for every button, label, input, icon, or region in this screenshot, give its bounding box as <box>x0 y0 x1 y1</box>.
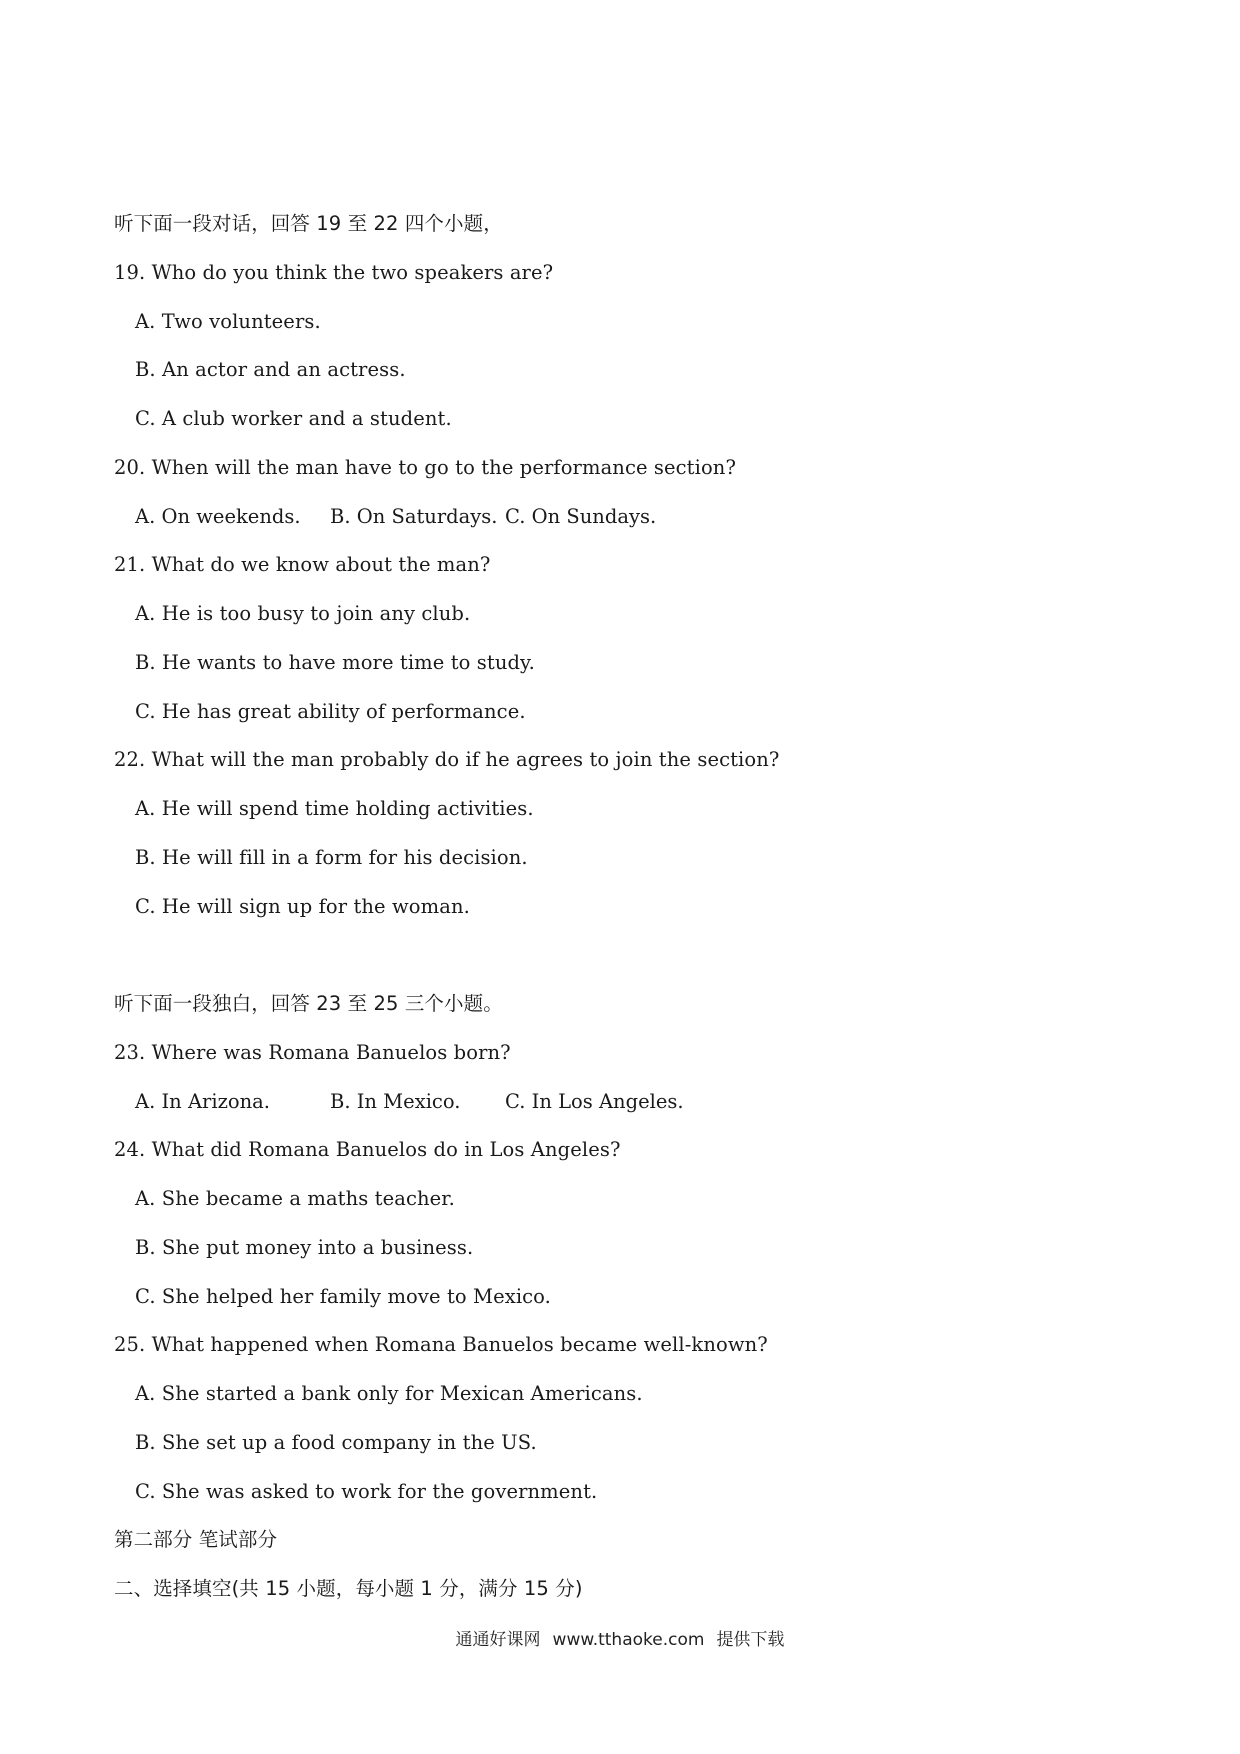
option-24c: C. She helped her family move to Mexico. <box>135 1285 551 1308</box>
option-25c: C. She was asked to work for the government. <box>135 1480 598 1503</box>
footer-url[interactable]: www.tthaoke.com <box>552 1630 705 1650</box>
part-two-title: 第二部分 笔试部分 <box>114 1528 278 1551</box>
option-20b: B. On Saturdays. <box>330 505 498 528</box>
question-23: 23. Where was Romana Banuelos born? <box>114 1041 511 1064</box>
option-21c: C. He has great ability of performance. <box>135 700 526 723</box>
question-21: 21. What do we know about the man? <box>114 553 491 576</box>
option-19a: A. Two volunteers. <box>135 310 321 333</box>
option-19b: B. An actor and an actress. <box>135 358 406 381</box>
section-instruction-monologue: 听下面一段独白，回答 23 至 25 三个小题。 <box>114 992 503 1015</box>
footer <box>0 1628 1240 1652</box>
option-24b: B. She put money into a business. <box>135 1236 474 1259</box>
option-19c: C. A club worker and a student. <box>135 407 452 430</box>
section-instruction-dialogue: 听下面一段对话，回答 19 至 22 四个小题， <box>114 212 503 235</box>
option-25a: A. She started a bank only for Mexican Americans. <box>135 1382 643 1405</box>
option-20a: A. On weekends. <box>135 505 301 528</box>
option-22a: A. He will spend time holding activities. <box>135 797 534 820</box>
option-25b: B. She set up a food company in the US. <box>135 1431 537 1454</box>
option-20c: C. On Sundays. <box>505 505 657 528</box>
option-23c: C. In Los Angeles. <box>505 1090 684 1113</box>
question-22: 22. What will the man probably do if he agrees to join the section? <box>114 748 780 771</box>
option-23a: A. In Arizona. <box>135 1090 270 1113</box>
option-21b: B. He wants to have more time to study. <box>135 651 535 674</box>
option-24a: A. She became a maths teacher. <box>135 1187 455 1210</box>
footer-site-name: 通通好课网 <box>455 1630 541 1650</box>
part-two-section-heading: 二、选择填空(共 15 小题，每小题 1 分，满分 15 分) <box>114 1577 583 1600</box>
option-22b: B. He will fill in a form for his decision. <box>135 846 528 869</box>
question-24: 24. What did Romana Banuelos do in Los Angeles? <box>114 1138 621 1161</box>
question-25: 25. What happened when Romana Banuelos became well-known? <box>114 1333 768 1356</box>
option-22c: C. He will sign up for the woman. <box>135 895 470 918</box>
question-19: 19. Who do you think the two speakers are? <box>114 261 554 284</box>
option-23b: B. In Mexico. <box>330 1090 461 1113</box>
footer-suffix: 提供下载 <box>716 1630 785 1650</box>
question-20: 20. When will the man have to go to the performance section? <box>114 456 737 479</box>
option-21a: A. He is too busy to join any club. <box>135 602 471 625</box>
